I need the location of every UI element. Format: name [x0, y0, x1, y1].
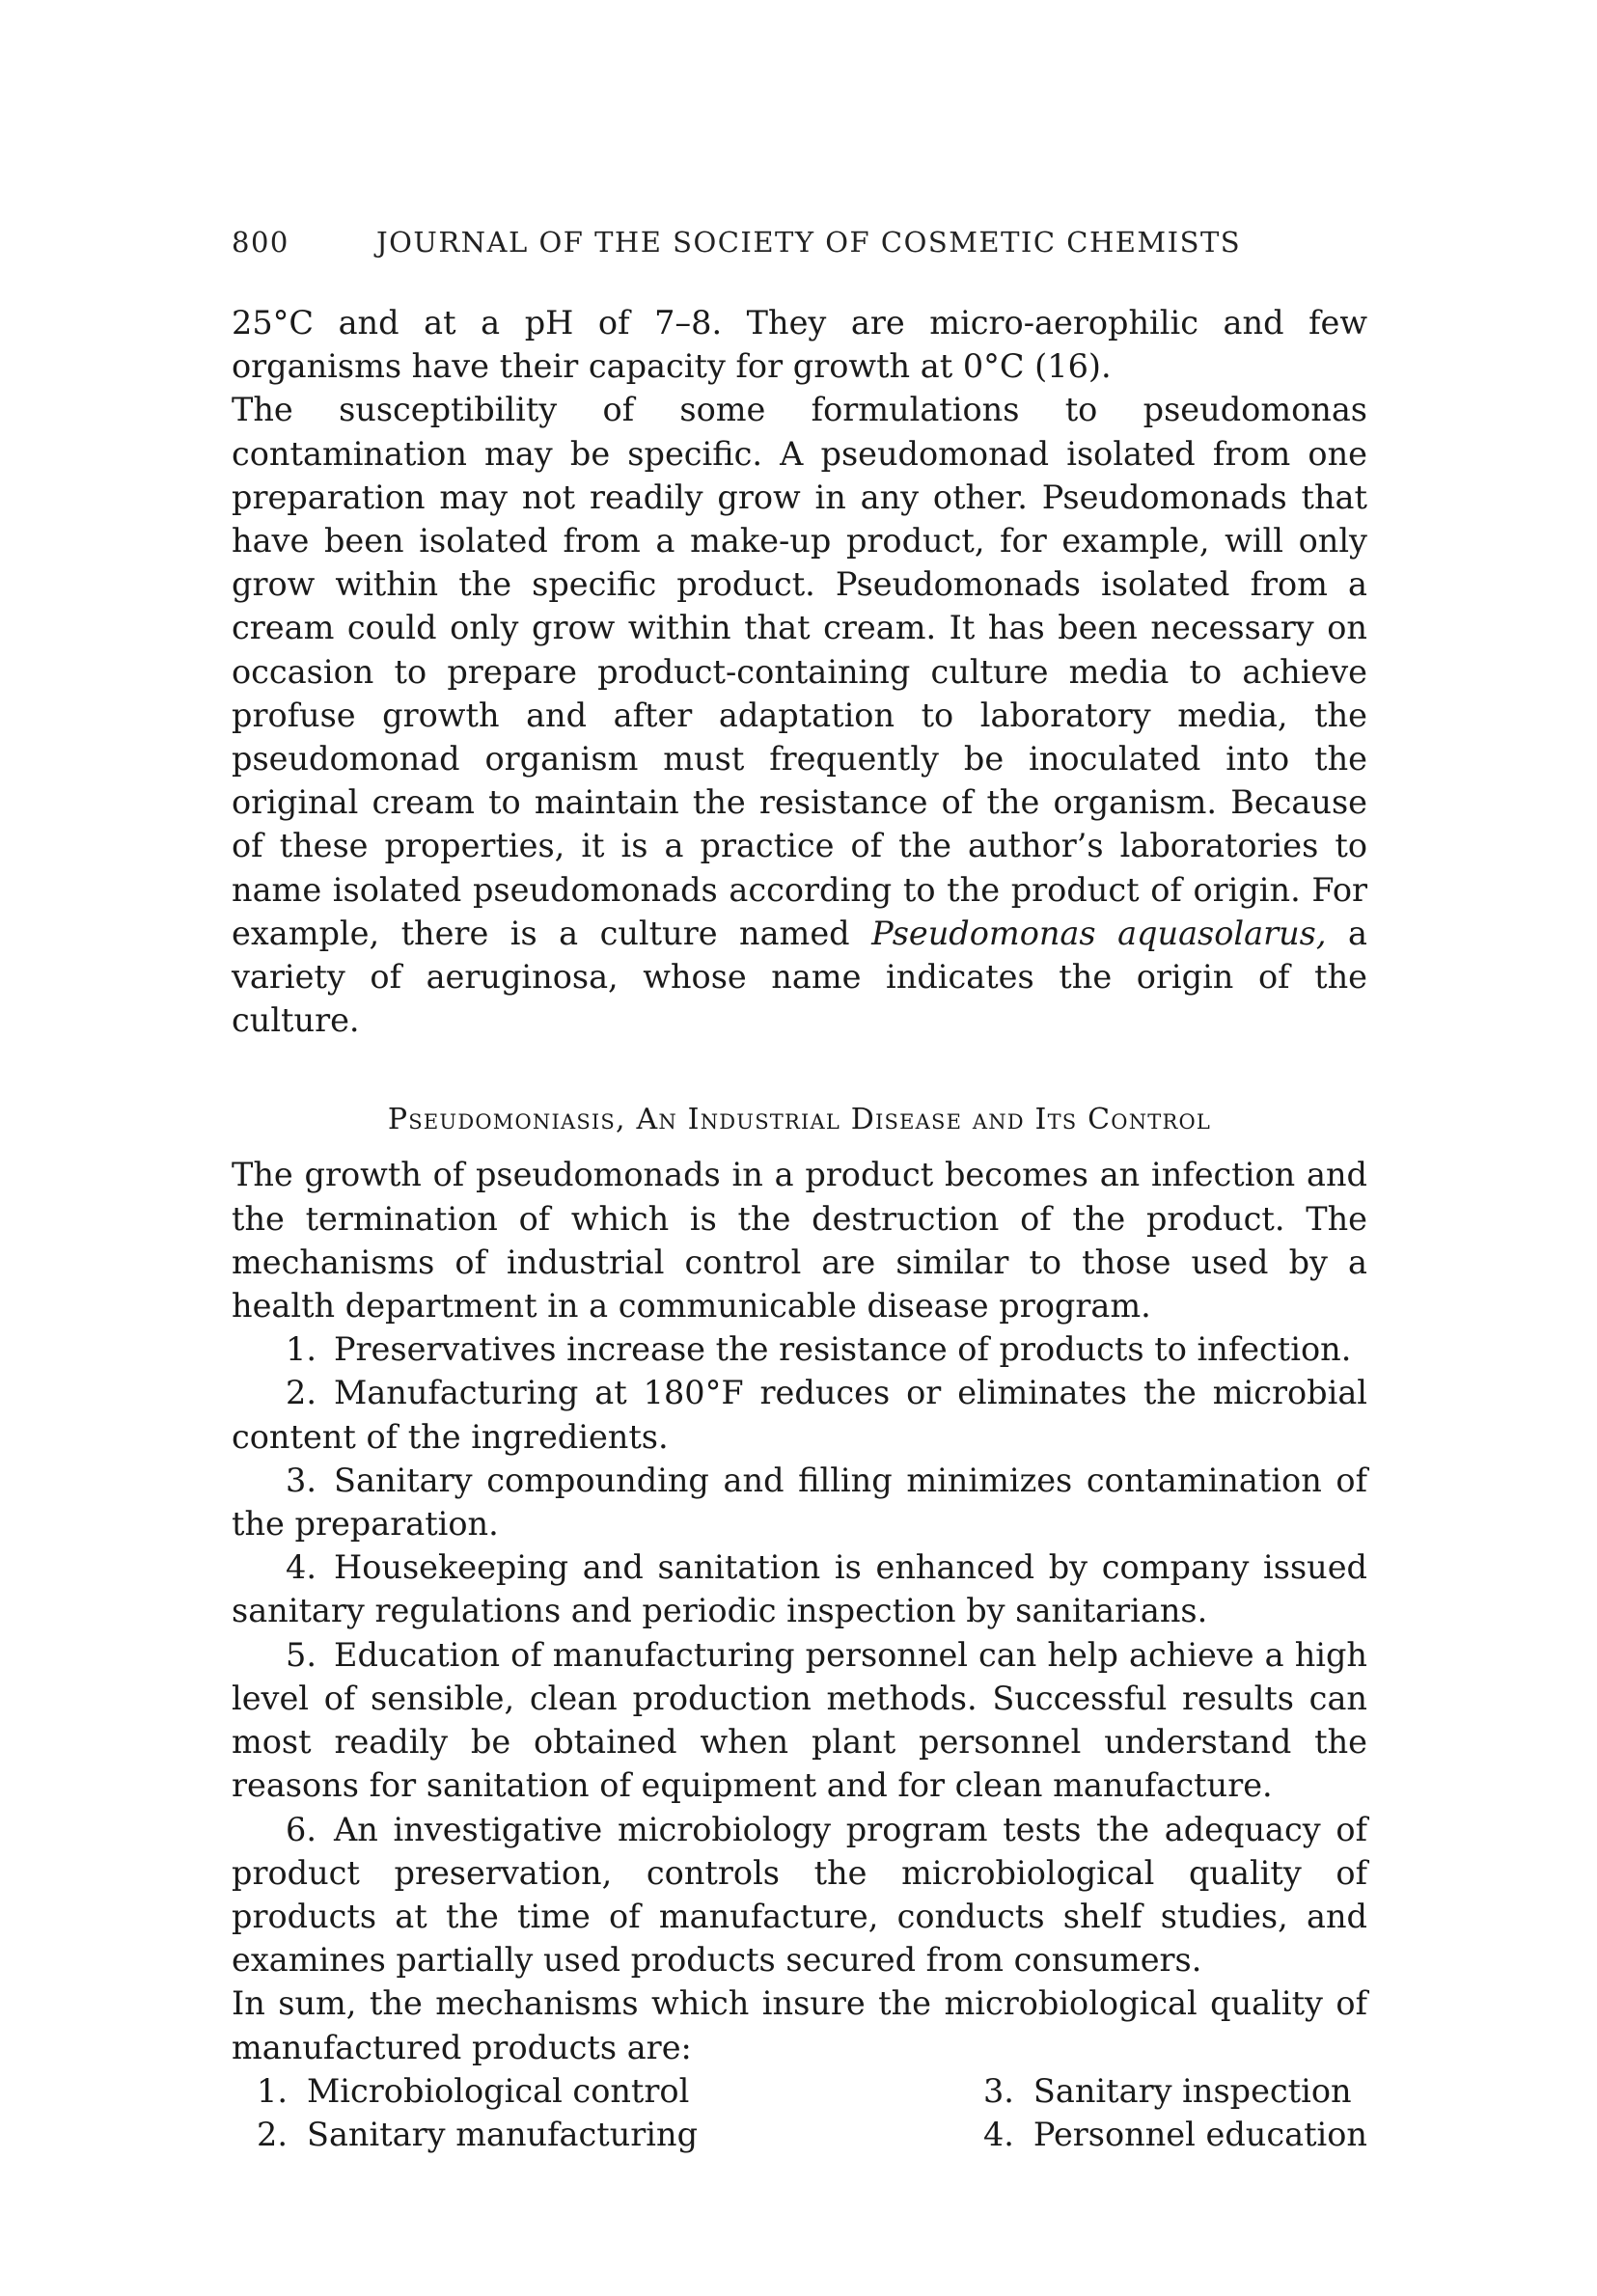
- list-item: [232, 1545, 1367, 1632]
- paragraph-susceptibility: [232, 388, 1367, 1042]
- summary-item-number: 3.: [982, 2071, 1014, 2110]
- list-item-text: Preservatives increase the resistance of products to infection.: [334, 1330, 1352, 1369]
- paragraph-text: The susceptibility of some formulations to pseudomonas contamination may be specific. A pseudomonad isolated from one preparation may not readily grow in any other. Pseudomonads that have been isolated from a make-up product, for example, will only grow within the specific product. Pseudomonads isolated from a cream could only grow within that cream. It has been necessary on occasion to prepare product-containing culture media to achieve profuse growth and after adaptation to laboratory media, the pseudomonad organism must frequently be inoculated into the original cream to maintain the resistance of the organism. Because of these properties, it is a practice of the author’s laboratories to name isolated pseudomonads according to the product of origin. For example, there is a culture named: [232, 391, 1367, 952]
- list-item-text: Sanitary compounding and filling minimizes contamination of the preparation.: [232, 1461, 1367, 1544]
- summary-item-text: Microbiological control: [307, 2071, 690, 2110]
- list-item-number: 6.: [286, 1810, 317, 1848]
- list-item-text: Housekeeping and sanitation is enhanced by company issued sanitary regulations and periodic inspection by sanitarians.: [232, 1548, 1367, 1630]
- list-item-number: 4.: [286, 1548, 317, 1587]
- summary-item-number: 2.: [257, 2115, 288, 2153]
- summary-intro: In sum, the mechanisms which insure the microbiological quality of manufactured products are:: [232, 1984, 1367, 2066]
- list-item: [232, 1371, 1367, 1458]
- species-name: Pseudomonas aquasolarus,: [871, 914, 1327, 952]
- list-item-number: 1.: [286, 1330, 317, 1369]
- list-item-number: 3.: [286, 1461, 317, 1499]
- list-item-number: 5.: [286, 1635, 317, 1674]
- summary-item-number: 4.: [982, 2115, 1014, 2153]
- summary-item: [765, 2069, 1367, 2113]
- paragraph-continuation: 25°C and at a pH of 7–8. They are micro-aerophilic and few organisms have their capacity for growth at 0°C (16).: [232, 304, 1367, 386]
- paragraph-text: a variety of aeruginosa, whose name indicates the origin of the culture.: [232, 914, 1367, 1040]
- article-body: [232, 301, 1367, 2156]
- summary-item: [232, 2113, 727, 2156]
- list-item: [232, 1459, 1367, 1545]
- summary-item-number: 1.: [257, 2071, 288, 2110]
- summary-item-text: Sanitary inspection: [1033, 2071, 1352, 2110]
- summary-item: [765, 2113, 1367, 2156]
- summary-list: [232, 2069, 1367, 2156]
- list-item: [232, 1327, 1367, 1371]
- journal-title: JOURNAL OF THE SOCIETY OF COSMETIC CHEMISTS: [376, 226, 1242, 259]
- list-item-text: Education of manufacturing personnel can help achieve a high level of sensible, clean production methods. Successful results can most readily be obtained when plant personnel understand the reasons for sanitation of equipment and for clean manufacture.: [232, 1635, 1367, 1805]
- summary-item-text: Sanitary manufacturing: [307, 2115, 699, 2153]
- section-intro: The growth of pseudomonads in a product becomes an infection and the termination of which is the destruction of the product. The mechanisms of industrial control are similar to those used by a health department in a communicable disease program.: [232, 1156, 1367, 1326]
- section-heading: Pseudomoniasis, An Industrial Disease and Its Control: [387, 1103, 1212, 1137]
- list-item-text: An investigative microbiology program tests the adequacy of product preservation, controls the microbiological quality of products at the time of manufacture, conducts shelf studies, and examines partially used products secured from consumers.: [232, 1810, 1367, 1980]
- page-number: 800: [232, 226, 289, 259]
- list-item-number: 2.: [286, 1374, 317, 1412]
- list-item-text: Manufacturing at 180°F reduces or eliminates the microbial content of the ingredients.: [232, 1374, 1367, 1456]
- list-item: [232, 1808, 1367, 1982]
- summary-item: [232, 2069, 727, 2113]
- running-head: [232, 226, 1367, 264]
- list-item: [232, 1633, 1367, 1808]
- summary-item-text: Personnel education: [1033, 2115, 1367, 2153]
